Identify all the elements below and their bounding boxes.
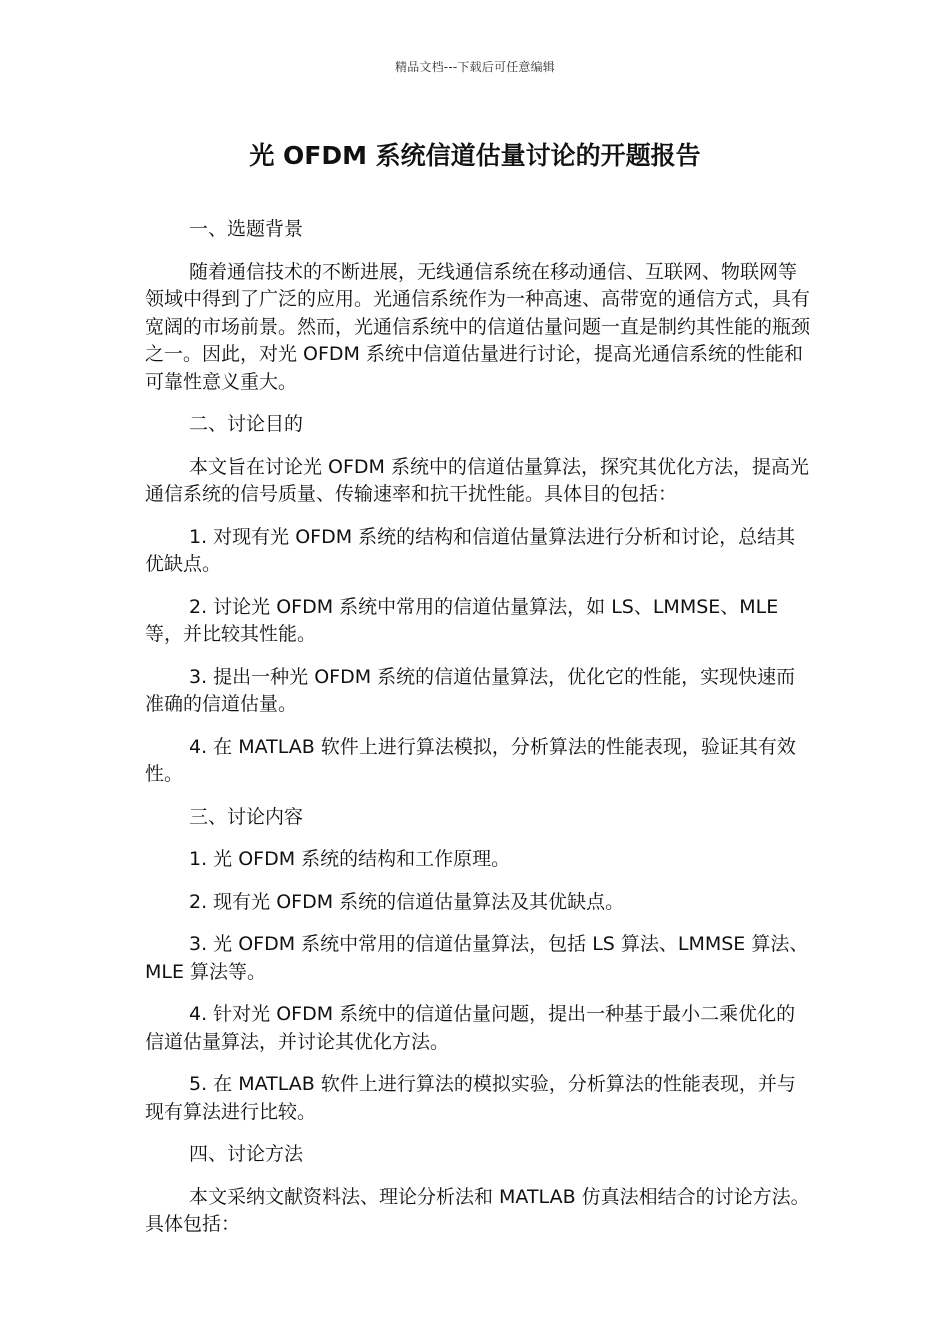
content-item-4: 4. 针对光 OFDM 系统中的信道估量问题，提出一种基于最小二乘优化的信道估量算法，并讨论其优化方法。 bbox=[145, 1003, 796, 1053]
page-header-watermark: 精品文档---下载后可任意编辑 bbox=[395, 60, 555, 74]
section-heading-method: 四、讨论方法 bbox=[189, 1143, 304, 1165]
document-body bbox=[145, 216, 810, 1254]
content-item-5: 5. 在 MATLAB 软件上进行算法的模拟实验，分析算法的性能表现，并与现有算法进行比较。 bbox=[145, 1073, 796, 1123]
content-item-3: 3. 光 OFDM 系统中常用的信道估量算法，包括 LS 算法、LMMSE 算法、MLE 算法等。 bbox=[145, 933, 809, 983]
content-item-2: 2. 现有光 OFDM 系统的信道估量算法及其优缺点。 bbox=[189, 890, 625, 913]
purpose-item-2: 2. 讨论光 OFDM 系统中常用的信道估量算法，如 LS、LMMSE、MLE 等，并比较其性能。 bbox=[145, 595, 779, 645]
paragraph-background: 随着通信技术的不断进展，无线通信系统在移动通信、互联网、物联网等领域中得到了广泛的应用。光通信系统作为一种高速、高带宽的通信方式，具有宽阔的市场前景。然而，光通信系统中的信道估量问题一直是制约其性能的瓶颈之一。因此，对光 OFDM 系统中信道估量进行讨论，提高光通信系统的性能和可靠性意义重大。 bbox=[145, 260, 811, 393]
document-title: 光 OFDM 系统信道估量讨论的开题报告 bbox=[249, 141, 701, 170]
purpose-item-3: 3. 提出一种光 OFDM 系统的信道估量算法，优化它的性能，实现快速而准确的信道估量。 bbox=[145, 665, 796, 715]
paragraph-purpose-intro: 本文旨在讨论光 OFDM 系统中的信道估量算法，探究其优化方法，提高光通信系统的信号质量、传输速率和抗干扰性能。具体目的包括： bbox=[145, 455, 809, 505]
section-heading-content: 三、讨论内容 bbox=[189, 805, 304, 828]
content-item-1: 1. 光 OFDM 系统的结构和工作原理。 bbox=[189, 848, 511, 870]
purpose-item-4: 4. 在 MATLAB 软件上进行算法模拟，分析算法的性能表现，验证其有效性。 bbox=[145, 735, 796, 785]
purpose-item-1: 1. 对现有光 OFDM 系统的结构和信道估量算法进行分析和讨论，总结其优缺点。 bbox=[145, 525, 796, 575]
section-heading-purpose: 二、讨论目的 bbox=[189, 413, 304, 435]
paragraph-method: 本文采纳文献资料法、理论分析法和 MATLAB 仿真法相结合的讨论方法。具体包括： bbox=[145, 1185, 810, 1235]
section-heading-background: 一、选题背景 bbox=[189, 218, 304, 240]
